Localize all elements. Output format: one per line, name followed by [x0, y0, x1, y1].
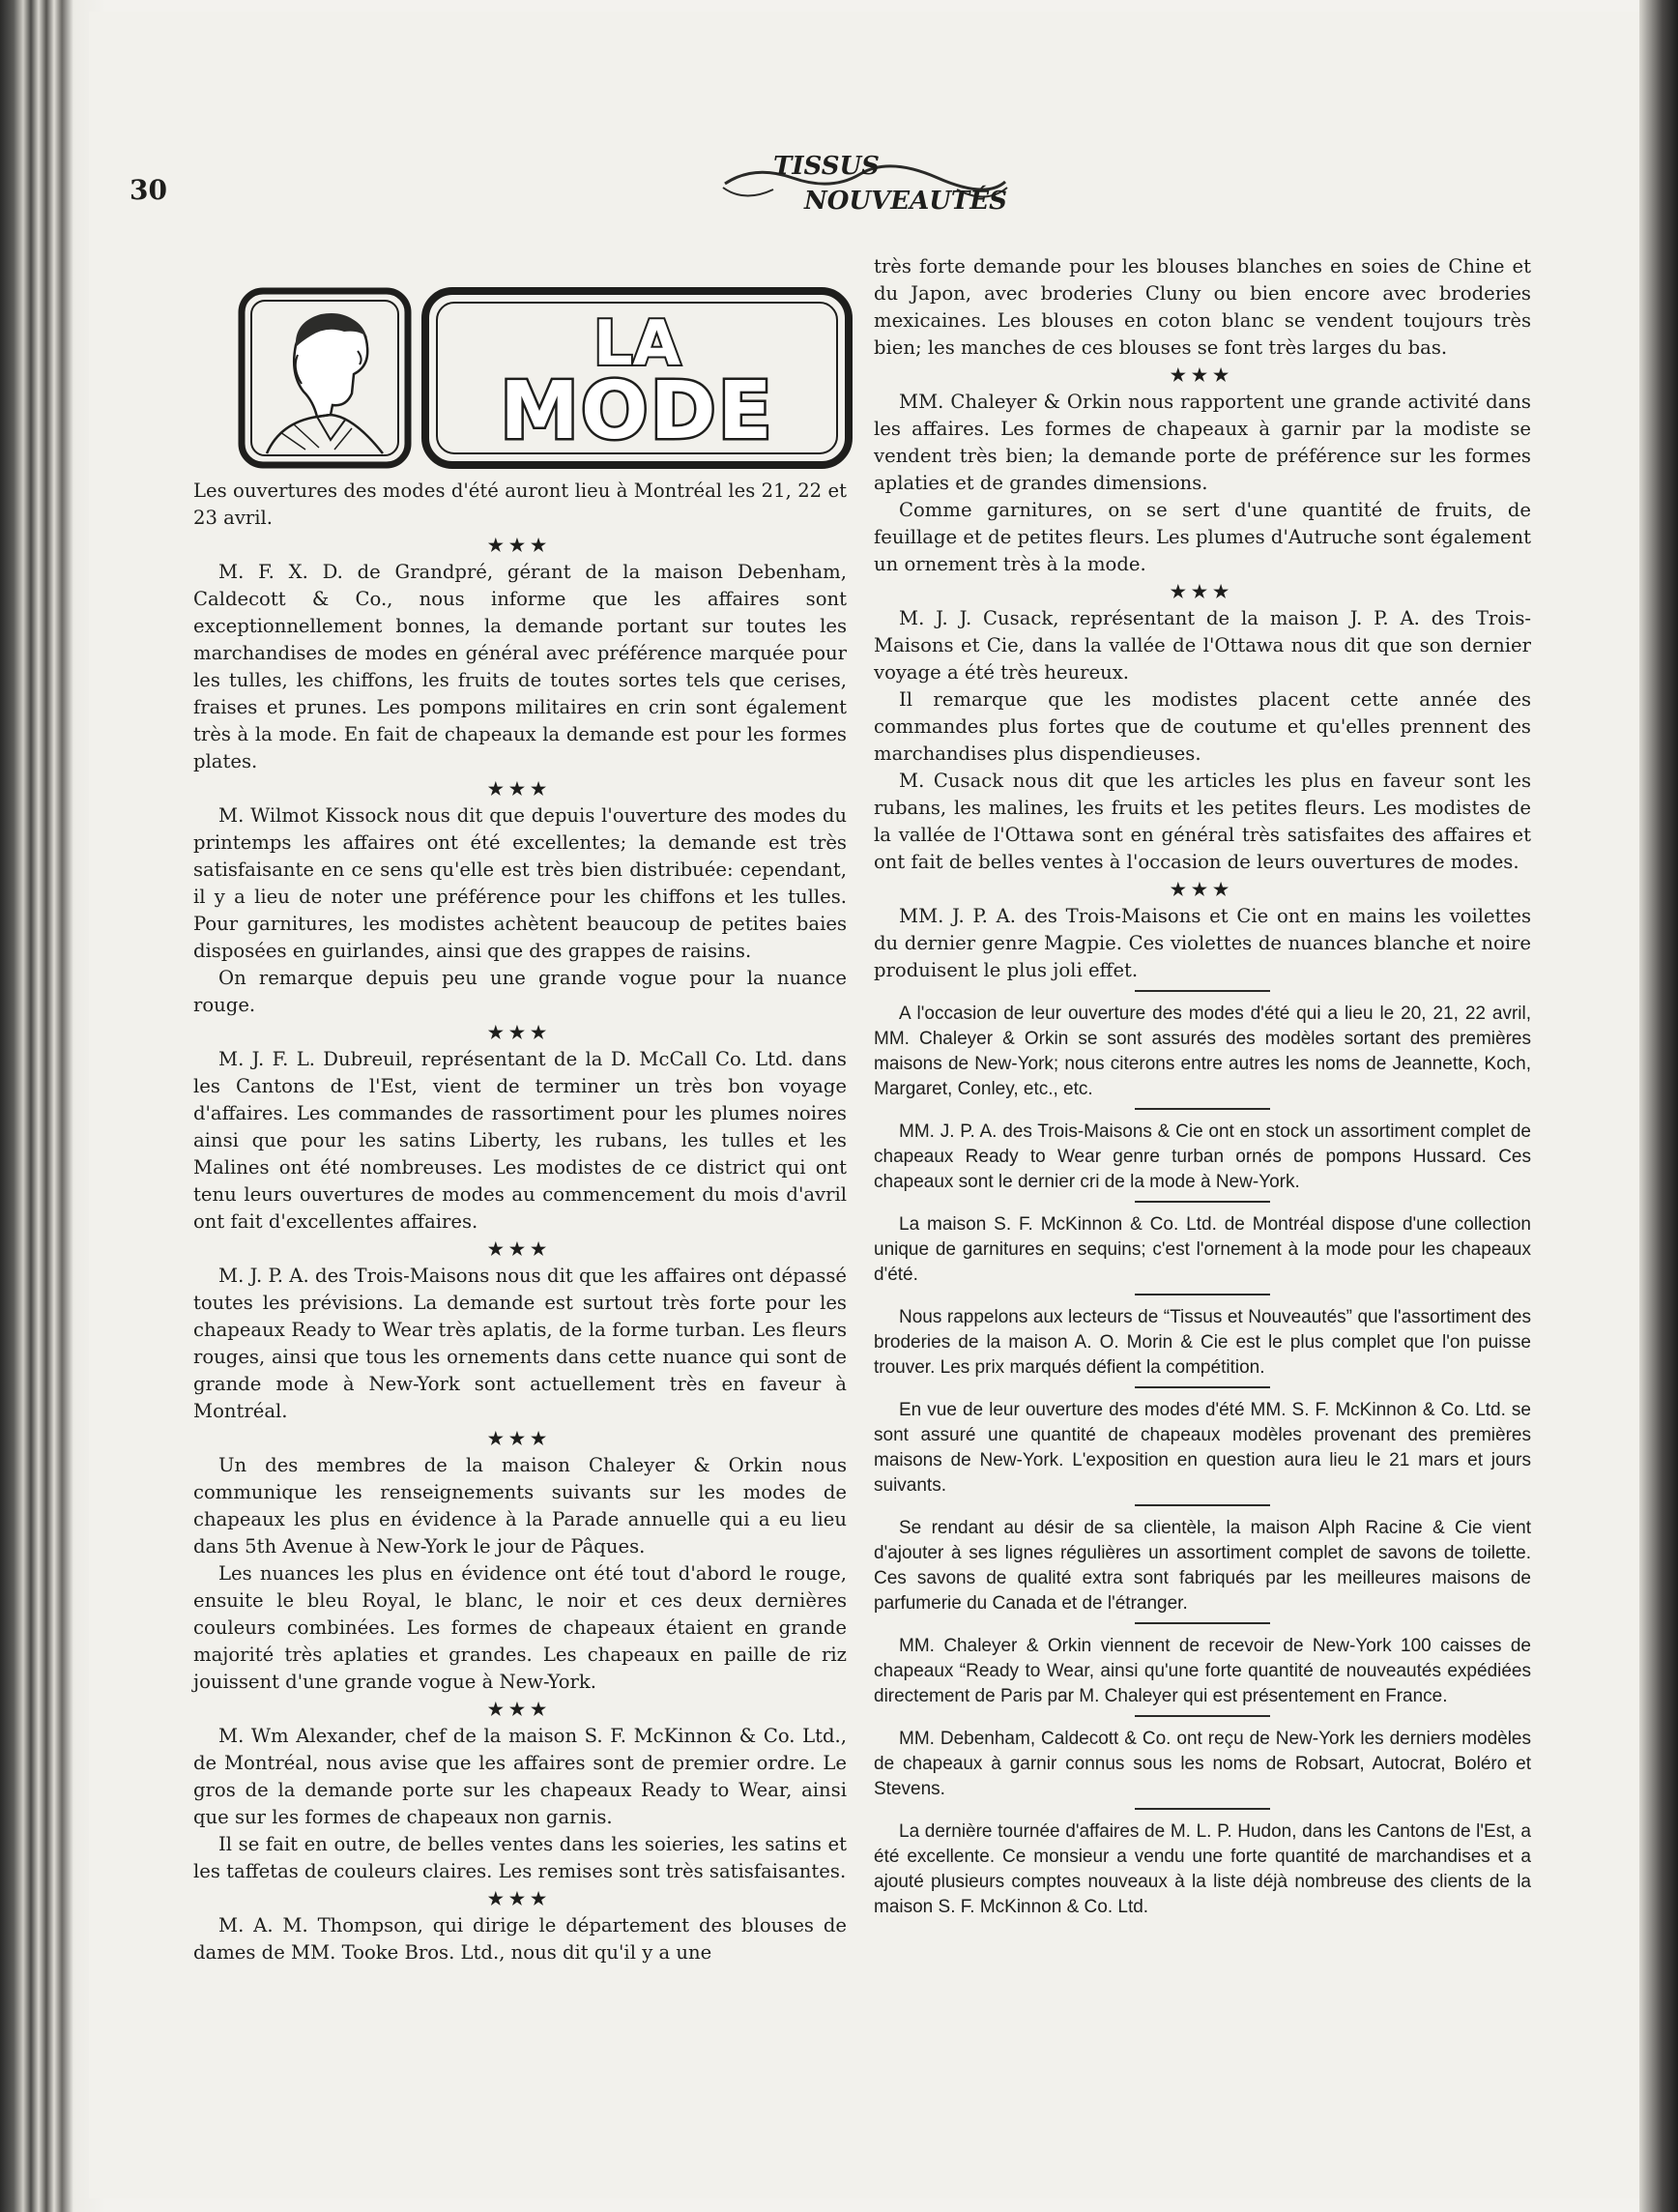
news-item-paragraph: La maison S. F. McKinnon & Co. Ltd. de Montréal dispose d'une collection unique de garnitures en sequins; c'est l'ornement à la mode pour les chapeaux d'été. — [874, 1214, 1531, 1285]
article-paragraph: MM. Chaleyer & Orkin nous rapportent une grande activité dans les affaires. Les formes de chapeaux à garnir par la modiste se vendent très bien; la demande porte de préférence sur les formes aplaties et de grandes dimensions. — [874, 391, 1531, 494]
news-item — [874, 1212, 1531, 1288]
portrait-illustration — [238, 287, 412, 469]
article-paragraph: M. Wm Alexander, chef de la maison S. F. McKinnon & Co. Ltd., de Montréal, nous avise que les affaires sont de premier ordre. Le gros de la demande porte sur les chapeaux Ready to Wear, ainsi que sur les formes de chapeaux non garnis. — [193, 1725, 847, 1828]
article-paragraph: Il se fait en outre, de belles ventes dans les soieries, les satins et les taffetas de couleurs claires. Les remises sont très satisfaisantes. — [193, 1833, 847, 1882]
section-separator-stars: ★★★ — [487, 1700, 553, 1720]
news-item-paragraph: La dernière tournée d'affaires de M. L. P. Hudon, dans les Cantons de l'Est, a été excellente. Ce monsieur a vendu une forte quantité de marchandises et a ajouté plusieurs comptes nouveaux à la liste déjà nombreuse des clients de la maison S. F. McKinnon & Co. Ltd. — [874, 1821, 1531, 1917]
section-rule — [1135, 1294, 1270, 1295]
section-rule — [1135, 1201, 1270, 1203]
news-item-paragraph: MM. Chaleyer & Orkin viennent de recevoir de New-York 100 caisses de chapeaux “Ready to Wear, ainsi qu'une forte quantité de nouveautés expédiées directement de Paris par M. Chaleyer qui est présentement en France. — [874, 1636, 1531, 1706]
section-separator-stars: ★★★ — [487, 1429, 553, 1449]
page-number: 30 — [130, 174, 167, 206]
section-separator-stars: ★★★ — [487, 779, 553, 800]
news-item-paragraph: En vue de leur ouverture des modes d'été MM. S. F. McKinnon & Co. Ltd. se sont assuré une quantité de chapeaux modèles provenant des premières maisons de New-York. L'exposition en question aura lieu le 21 mars et jours suivants. — [874, 1400, 1531, 1496]
article-paragraph: M. J. J. Cusack, représentant de la maison J. P. A. des Trois-Maisons et Cie, dans la vallée de l'Ottawa nous dit que son dernier voyage a été très heureux. — [874, 607, 1531, 684]
news-item — [874, 1819, 1531, 1920]
section-separator-stars: ★★★ — [1170, 880, 1235, 900]
section-rule — [1135, 1808, 1270, 1810]
article-paragraph: Il remarque que les modistes placent cette année des commandes plus fortes que de coutume et qu'elles prennent des marchandises plus dispendieuses. — [874, 688, 1531, 765]
news-item — [874, 1398, 1531, 1499]
news-item — [874, 1002, 1531, 1102]
news-item — [874, 1634, 1531, 1709]
section-rule — [1135, 1715, 1270, 1717]
masthead-line1: TISSUS — [773, 152, 880, 181]
article-paragraph: Comme garnitures, on se sert d'une quantité de fruits, de feuillage et de petites fleurs. Les plumes d'Autruche sont également un ornement très à la mode. — [874, 499, 1531, 575]
news-item-paragraph: MM. J. P. A. des Trois-Maisons & Cie ont en stock un assortiment complet de chapeaux Ready to Wear genre turban ornés de pompons Hussard. Ces chapeaux sont le dernier cri de la mode à New-York. — [874, 1121, 1531, 1192]
page-edge — [1639, 0, 1678, 2212]
article-paragraph: très forte demande pour les blouses blanches en soies de Chine et du Japon, avec broderies Cluny ou bien encore avec broderies mexicaines. Les blouses en coton blanc se vendent toujours très bien; les manches de ces blouses se font très larges du bas. — [874, 255, 1531, 359]
masthead-line2: NOUVEAUTÉS — [804, 187, 1007, 216]
section-rule — [1135, 1504, 1270, 1506]
masthead-logo — [715, 145, 1015, 218]
banner-title-line1: LA — [593, 308, 681, 380]
article-paragraph: Les nuances les plus en évidence ont été tout d'abord le rouge, ensuite le bleu Royal, le blanc, le noir et ces deux dernières couleurs combinées. Les formes de chapeaux étaient en grande majorité très aplaties et grandes. Les chapeaux en paille de riz jouissent d'une grande vogue à New-York. — [193, 1562, 847, 1693]
news-item — [874, 1516, 1531, 1616]
section-rule — [1135, 990, 1270, 992]
news-item — [874, 1120, 1531, 1195]
section-rule — [1135, 1622, 1270, 1624]
section-rule — [1135, 1108, 1270, 1110]
news-item — [874, 1727, 1531, 1802]
left-column — [193, 478, 847, 1966]
banner-title-box — [421, 287, 853, 469]
section-rule — [1135, 1386, 1270, 1388]
section-separator-stars: ★★★ — [487, 536, 553, 556]
news-item-paragraph: Se rendant au désir de sa clientèle, la maison Alph Racine & Cie vient d'ajouter à ses lignes régulières un assortiment complet de savons de toilette. Ces savons de qualité extra sont fabriqués par les meilleures maisons de parfumerie du Canada et de l'étranger. — [874, 1518, 1531, 1614]
news-item-paragraph: MM. Debenham, Caldecott & Co. ont reçu de New-York les derniers modèles de chapeaux à garnir connus sous les noms de Robsart, Autocrat, Boléro et Stevens. — [874, 1729, 1531, 1799]
article-paragraph: Les ouvertures des modes d'été auront lieu à Montréal les 21, 22 et 23 avril. — [193, 480, 847, 529]
news-item-paragraph: Nous rappelons aux lecteurs de “Tissus et Nouveautés” que l'assortiment des broderies de la maison A. O. Morin & Cie est le plus complet que l'on puisse trouver. Les prix marqués défient la compétition. — [874, 1307, 1531, 1378]
right-column — [874, 253, 1531, 1920]
article-paragraph: M. J. F. L. Dubreuil, représentant de la D. McCall Co. Ltd. dans les Cantons de l'Est, vient de terminer un très bon voyage d'affaires. Les commandes de rassortiment pour les plumes noires ainsi que pour les satins Liberty, les rubans, les tulles et les Malines ont été nombreuses. Les modistes de ce district qui ont tenu leurs ouvertures de modes au commencement du mois d'avril ont fait d'excellentes affaires. — [193, 1048, 847, 1233]
section-separator-stars: ★★★ — [487, 1889, 553, 1909]
banner-title-line2: MODE — [500, 365, 774, 457]
news-item — [874, 1305, 1531, 1381]
article-paragraph: MM. J. P. A. des Trois-Maisons et Cie ont en mains les voilettes du dernier genre Magpie. Ces violettes de nuances blanche et noire produisent le plus joli effet. — [874, 905, 1531, 981]
article-paragraph: M. F. X. D. de Grandpré, gérant de la maison Debenham, Caldecott & Co., nous informe que les affaires sont exceptionnellement bonnes, la demande portant sur toutes les marchandises de modes en général avec préférence marquée pour les tulles, les chiffons, les fruits de toutes sortes tels que cerises, fraises et prunes. Les pompons militaires en crin sont également très à la mode. En fait de chapeaux la demande est pour les formes plates. — [193, 561, 847, 772]
section-separator-stars: ★★★ — [1170, 365, 1235, 386]
section-separator-stars: ★★★ — [1170, 582, 1235, 602]
article-paragraph: On remarque depuis peu une grande vogue pour la nuance rouge. — [193, 967, 847, 1016]
section-separator-stars: ★★★ — [487, 1023, 553, 1043]
article-paragraph: M. J. P. A. des Trois-Maisons nous dit que les affaires ont dépassé toutes les prévisions. La demande est surtout très forte pour les chapeaux Ready to Wear très aplatis, de la forme turban. Les fleurs rouges, ainsi que tous les ornements dans cette nuance qui sont de grande mode à New-York sont actuellement très en faveur à Montréal. — [193, 1265, 847, 1422]
article-paragraph: M. Wilmot Kissock nous dit que depuis l'ouverture des modes du printemps les affaires ont été excellentes; la demande est très satisfaisante en ce sens qu'elle est très bien distribuée: cependant, il y a lieu de noter une préférence pour les chiffons et les tulles. Pour garnitures, les modistes achètent beaucoup de petites baies disposées en guirlandes, ainsi que des grappes de raisins. — [193, 804, 847, 962]
article-paragraph: Un des membres de la maison Chaleyer & Orkin nous communique les renseignements suivants sur les modes de chapeaux les plus en évidence à la Parade annuelle qui a eu lieu dans 5th Avenue à New-York le jour de Pâques. — [193, 1454, 847, 1557]
section-separator-stars: ★★★ — [487, 1239, 553, 1260]
news-item-paragraph: A l'occasion de leur ouverture des modes d'été qui a lieu le 20, 21, 22 avril, MM. Chaleyer & Orkin se sont assurés des modèles sortant des premières maisons de New-York; nous citerons entre autres les noms de Jeannette, Koch, Margaret, Conley, etc., etc. — [874, 1004, 1531, 1099]
article-paragraph: M. A. M. Thompson, qui dirige le département des blouses de dames de MM. Tooke Bros. Ltd., nous dit qu'il y a une — [193, 1914, 847, 1964]
article-paragraph: M. Cusack nous dit que les articles les plus en faveur sont les rubans, les malines, les fruits et les petites fleurs. Les modistes de la vallée de l'Ottawa sont en général très satisfaites des affaires et ont fait de belles ventes à l'occasion de leurs ouvertures de modes. — [874, 770, 1531, 873]
